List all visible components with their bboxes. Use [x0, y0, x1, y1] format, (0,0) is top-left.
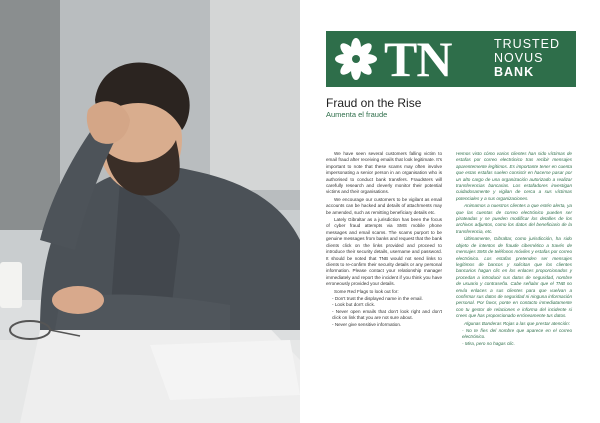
- list-item: - Never give sensitive information.: [332, 322, 442, 328]
- list-item: - No te fíes del nombre que aparece en el correo electrónico.: [462, 328, 572, 341]
- logo-line-trusted: TRUSTED: [494, 37, 561, 51]
- spanish-paragraph: Hemos visto cómo varios clientes han sido víctimas de estafas por correo electrónico tras recibir mensajes aparentemente legítimos. Es importante tener en cuenta que estas estafas suelen consistir en hacerse pasar por un alto cargo de una organización autorizado a realizar transferencias bancarias. Los estafadores investigan cuidadosamente y vigilan de cerca a sus víctimas potenciales y a sus organizaciones.: [456, 151, 572, 201]
- english-column: [326, 151, 442, 328]
- list-item: - Never open emails that don't look right and don't click on link that you are not sure about.: [332, 309, 442, 322]
- english-paragraph: We have seen several customers falling victim to email fraud after receiving emails that look legitimate. It's important to note that these scams may often involve impersonating a senior person in an organisation who is authorised to conduct bank transfers. Fraudsters will carefully research and cleverly monitor their potential victims and their organisations.: [326, 151, 442, 195]
- logo-line-bank: BANK: [494, 65, 535, 79]
- list-item: - Mira, pero no hagas clic.: [462, 341, 572, 347]
- english-paragraph: We encourage our customers to be vigilant as email accounts can be hacked and details of attachments may be amended, such as remitting beneficiary details etc.: [326, 196, 442, 215]
- flower-logo-icon: [334, 37, 378, 81]
- list-item: - Look but don't click.: [332, 302, 442, 308]
- article-subtitle: Aumenta el fraude: [326, 110, 388, 119]
- logo-wordmark: [494, 37, 560, 79]
- spanish-column: [456, 151, 572, 347]
- spanish-paragraph: Últimamente, Gibraltar, como jurisdicción, ha sido objeto de intentos de fraude cibernético a través de mensajes SMS de teléfonos móviles y estafas por correo electrónico. Los estafas pretenden ser mensajes legítimos de bancos y solicitan que los clientes bancarios hagan clic en los enlaces proporcionados y procedan a introducir sus datos de seguridad, nombre de usuario y contraseña. Cabe señalar que el TNB no envía enlaces a sus clientes para que vuelvan a confirmar sus datos de seguridad ni ninguna información personal. Por favor, ponte en contacto inmediatamente con tu gestor de relaciones e informa del incidente si crees que has proporcionado erróneamente tus datos.: [456, 236, 572, 319]
- english-red-flags-list: [326, 296, 442, 328]
- spanish-red-flags-heading: Algunas Banderas Rojas a las que prestar atención:: [464, 320, 570, 326]
- trusted-novus-bank-logo: [326, 31, 576, 87]
- article-page: [300, 0, 600, 423]
- logo-line-novus: NOVUS: [494, 51, 544, 65]
- english-paragraph: Lately Gibraltar as a jurisdiction has been the focus of cyber fraud attempts via SMS mobile phone messages and email scams. The scams purport to be genuine messages from banks and request that the bank clients click on the links provided and proceed to introduce their security details, username and password. It should be noted that TNB would not send links to clients to re-confirm their security details or any personal information. Please contact your relationship manager immediately and report the incident if you think you have erroneously provided your details.: [326, 217, 442, 287]
- article-title: Fraud on the Rise: [326, 96, 422, 110]
- logo-initials: TN: [384, 31, 452, 87]
- spanish-red-flags-list: [456, 328, 572, 347]
- english-red-flags-heading: Some Red Flags to look out for:: [334, 288, 399, 294]
- spanish-paragraph: Animamos a nuestros clientes a que estén alerta, ya que las cuentas de correo electrónico pueden ser pirateadas y se pueden modificar los detalles de los archivos adjuntos, como los datos del beneficiario de la transferencia, etc.: [456, 203, 572, 234]
- list-item: - Don't trust the displayed name in the email.: [332, 296, 442, 302]
